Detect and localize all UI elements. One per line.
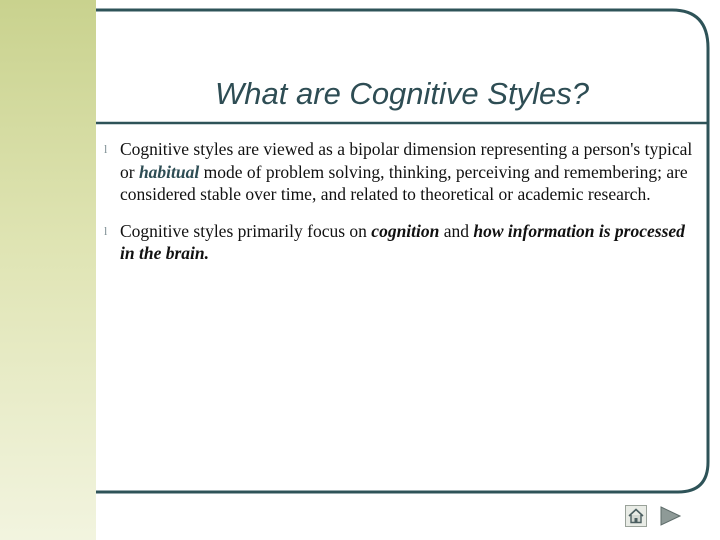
bullet-1-emphasis-habitual: habitual: [138, 161, 200, 182]
slide-title: What are Cognitive Styles?: [215, 76, 589, 111]
bullet-text-1: [120, 138, 696, 206]
bullet-2-text-b: and: [439, 220, 474, 241]
bullet-2-emphasis-processing: how information is processed in the brain.: [120, 220, 685, 263]
bullet-1-text-a: Cognitive styles are viewed as a bipolar dimension representing a person's typical or: [120, 139, 693, 182]
home-icon[interactable]: [625, 505, 647, 527]
bullet-marker-icon: l: [104, 142, 108, 156]
bullet-2-emphasis-cognition: cognition: [371, 220, 440, 241]
bullet-1-text-b: mode of problem solving, thinking, perceiving and remembering; are considered stable over time, and related to theoretical or academic research.: [120, 161, 688, 204]
bullet-item-1: [104, 138, 696, 206]
bullet-list: [104, 138, 696, 279]
bullet-item-2: [104, 220, 696, 265]
bullet-2-text-a: Cognitive styles primarily focus on: [120, 220, 372, 241]
bullet-text-2: [120, 220, 696, 265]
play-next-icon[interactable]: [658, 505, 682, 527]
bullet-marker-icon: l: [104, 223, 108, 238]
